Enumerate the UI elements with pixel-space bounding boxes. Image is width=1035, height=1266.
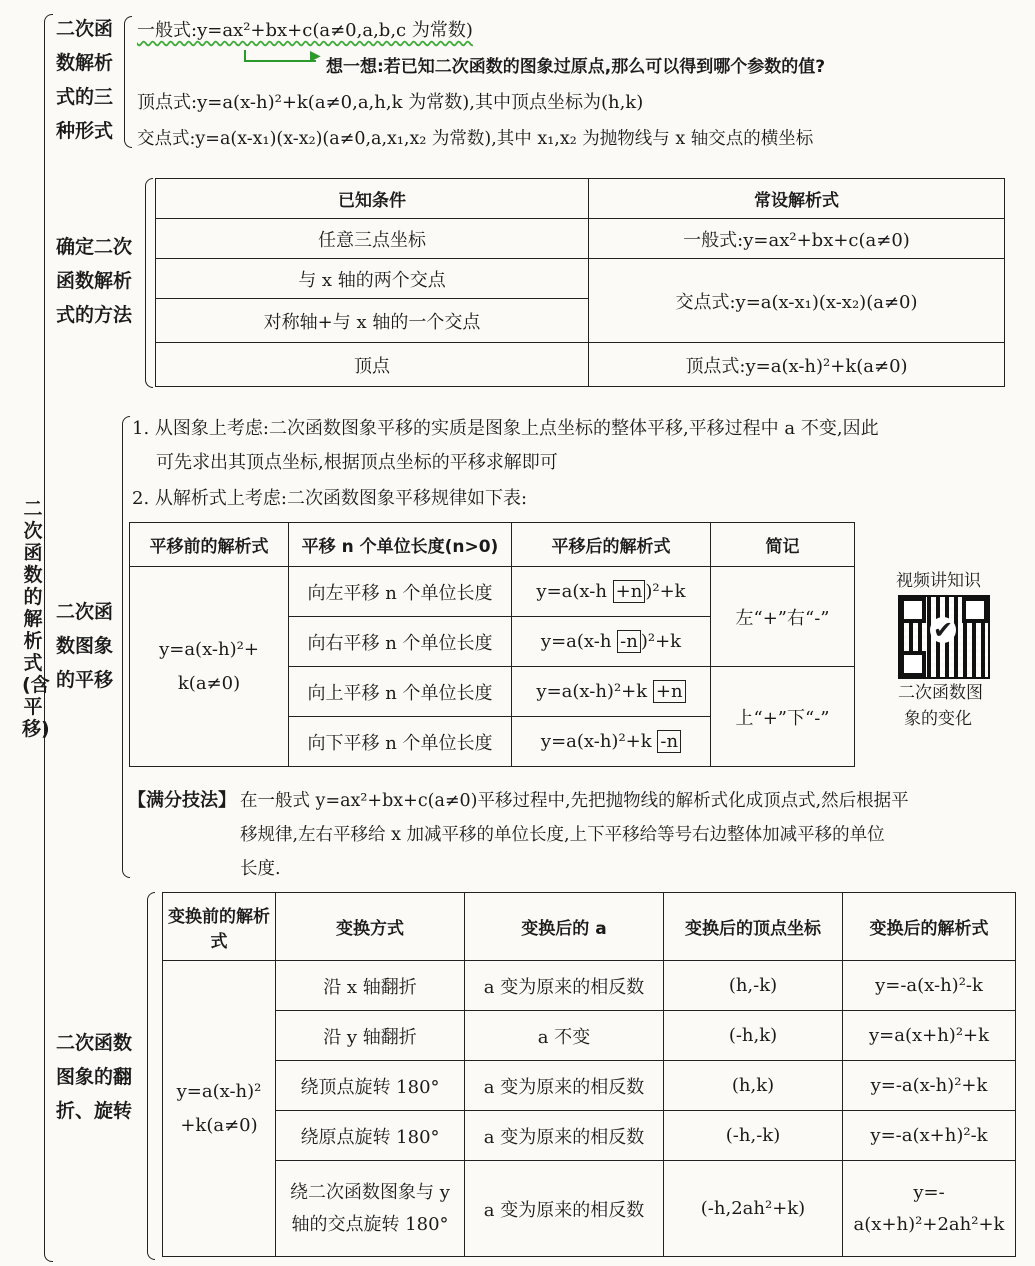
shift-memo-ud: 上“+”下“-”: [711, 667, 855, 767]
tip-line-1: 在一般式 y=ax²+bx+c(a≠0)平移过程中,先把抛物线的解析式化成顶点式,然后根据平: [240, 791, 909, 811]
arrow-head-icon: ▶: [310, 48, 321, 64]
flip-vertex: (h,-k): [664, 961, 843, 1011]
after-box: -n: [657, 730, 681, 753]
shift-label: 二次函数图象的平移: [56, 601, 114, 691]
after-pre: y=a(x-h: [536, 581, 613, 602]
flip-way: 沿 x 轴翻折: [276, 961, 465, 1011]
method-cell: 顶点式:y=a(x-h)²+k(a≠0): [589, 343, 1005, 387]
shift-dir: 向右平移 n 个单位长度: [289, 617, 512, 667]
flip-before-cell: [163, 961, 276, 1257]
forms-brace: [124, 16, 132, 148]
shift-point-1: 1. 从图象上考虑:二次函数图象平移的实质是图象上点坐标的整体平移,平移过程中 a 不变,因此: [132, 418, 879, 439]
flip-formula: y=-a(x+h)²-k: [843, 1111, 1016, 1161]
video-caption-top: 视频讲知识: [896, 571, 981, 591]
flip-way: 绕顶点旋转 180°: [276, 1061, 465, 1111]
after-pre: y=a(x-h)²+k: [536, 681, 653, 702]
flip-before-b: +k(a≠0): [180, 1114, 258, 1136]
method-table: [155, 178, 1005, 387]
shift-point-2: 2. 从解析式上考虑:二次函数图象平移规律如下表:: [132, 488, 528, 509]
flip-vertex: (-h,-k): [664, 1111, 843, 1161]
flip-header: 变换方式: [276, 893, 465, 961]
shift-header: 平移前的解析式: [130, 523, 289, 567]
checkmark-icon: ✔: [930, 617, 956, 643]
shift-before-a: y=a(x-h)²+: [159, 638, 259, 660]
after-post: )²+k: [640, 631, 682, 652]
method-cell: 对称轴+与 x 轴的一个交点: [156, 299, 589, 343]
flip-a: a 变为原来的相反数: [465, 961, 664, 1011]
intercept-form: 交点式:y=a(x-x₁)(x-x₂)(a≠0,a,x₁,x₂ 为常数),其中 x₁,x₂ 为抛物线与 x 轴交点的横坐标: [137, 129, 814, 149]
flip-brace: [147, 892, 155, 1260]
after-pre: y=a(x-h: [540, 631, 618, 652]
after-box: +n: [613, 580, 646, 603]
after-box: -n: [617, 630, 641, 653]
shift-dir: 向上平移 n 个单位长度: [289, 667, 512, 717]
method-header-formula: 常设解析式: [589, 179, 1005, 219]
after-post: )²+k: [645, 581, 686, 602]
vertex-form: 顶点式:y=a(x-h)²+k(a≠0,a,h,k 为常数),其中顶点坐标为(h,k): [137, 92, 644, 113]
method-cell: 交点式:y=a(x-x₁)(x-x₂)(a≠0): [589, 259, 1005, 343]
qr-code-icon[interactable]: [898, 595, 990, 679]
think-arrow: [244, 50, 316, 62]
main-title: 二次函数的解析式(含平移): [22, 498, 50, 740]
general-form: 一般式:y=ax²+bx+c(a≠0,a,b,c 为常数): [137, 20, 473, 41]
flip-way: 绕原点旋转 180°: [276, 1111, 465, 1161]
flip-formula: y=-a(x-h)²+k: [843, 1061, 1016, 1111]
flip-a: a 变为原来的相反数: [465, 1111, 664, 1161]
shift-after: [512, 717, 711, 767]
shift-dir: 向下平移 n 个单位长度: [289, 717, 512, 767]
shift-header: 平移 n 个单位长度(n>0): [289, 523, 512, 567]
flip-header: 变换后的解析式: [843, 893, 1016, 961]
method-cell: 顶点: [156, 343, 589, 387]
shift-point-1b: 可先求出其顶点坐标,根据顶点坐标的平移求解即可: [156, 452, 558, 473]
flip-formula: y=-a(x+h)²+2ah²+k: [843, 1161, 1016, 1257]
flip-formula: y=-a(x-h)²-k: [843, 961, 1016, 1011]
flip-a: a 不变: [465, 1011, 664, 1061]
method-cell: 与 x 轴的两个交点: [156, 259, 589, 299]
video-caption-bottom-1: 二次函数图: [898, 683, 983, 703]
method-label: 确定二次函数解析式的方法: [56, 236, 133, 326]
after-box: +n: [653, 680, 686, 703]
flip-vertex: (-h,k): [664, 1011, 843, 1061]
think-question: 想一想:若已知二次函数的图象过原点,那么可以得到哪个参数的值?: [326, 57, 826, 77]
method-brace: [145, 178, 153, 388]
shift-after: [512, 667, 711, 717]
shift-before-b: k(a≠0): [177, 672, 241, 694]
flip-a: a 变为原来的相反数: [465, 1161, 664, 1257]
shift-table: [129, 522, 855, 767]
shift-after: [512, 567, 711, 617]
flip-header: 变换前的解析式: [163, 893, 276, 961]
after-pre: y=a(x-h)²+k: [540, 731, 658, 752]
tip-tag: 【满分技法】: [128, 790, 236, 811]
flip-formula: y=a(x+h)²+k: [843, 1011, 1016, 1061]
video-caption-bottom-2: 象的变化: [904, 709, 972, 729]
flip-header: 变换后的顶点坐标: [664, 893, 843, 961]
flip-way: 沿 y 轴翻折: [276, 1011, 465, 1061]
shift-after: [512, 617, 711, 667]
tip-line-2: 移规律,左右平移给 x 加减平移的单位长度,上下平移给等号右边整体加减平移的单位: [240, 825, 885, 845]
flip-before-a: y=a(x-h)²: [176, 1080, 262, 1102]
shift-dir: 向左平移 n 个单位长度: [289, 567, 512, 617]
flip-label: 二次函数图象的翻折、旋转: [56, 1032, 133, 1122]
flip-a: a 变为原来的相反数: [465, 1061, 664, 1111]
method-cell: 任意三点坐标: [156, 219, 589, 259]
method-cell: 一般式:y=ax²+bx+c(a≠0): [589, 219, 1005, 259]
shift-header: 简记: [711, 523, 855, 567]
method-header-condition: 已知条件: [156, 179, 589, 219]
flip-table: [162, 892, 1016, 1257]
shift-header: 平移后的解析式: [512, 523, 711, 567]
flip-vertex: (-h,2ah²+k): [664, 1161, 843, 1257]
flip-header: 变换后的 a: [465, 893, 664, 961]
shift-memo-lr: 左“+”右“-”: [711, 567, 855, 667]
flip-way: 绕二次函数图象与 y 轴的交点旋转 180°: [276, 1161, 465, 1257]
forms-label: 二次函数解析式的三种形式: [56, 18, 114, 142]
flip-vertex: (h,k): [664, 1061, 843, 1111]
tip-line-3: 长度.: [240, 859, 281, 879]
shift-before-cell: [130, 567, 289, 767]
main-brace: [44, 14, 53, 1262]
